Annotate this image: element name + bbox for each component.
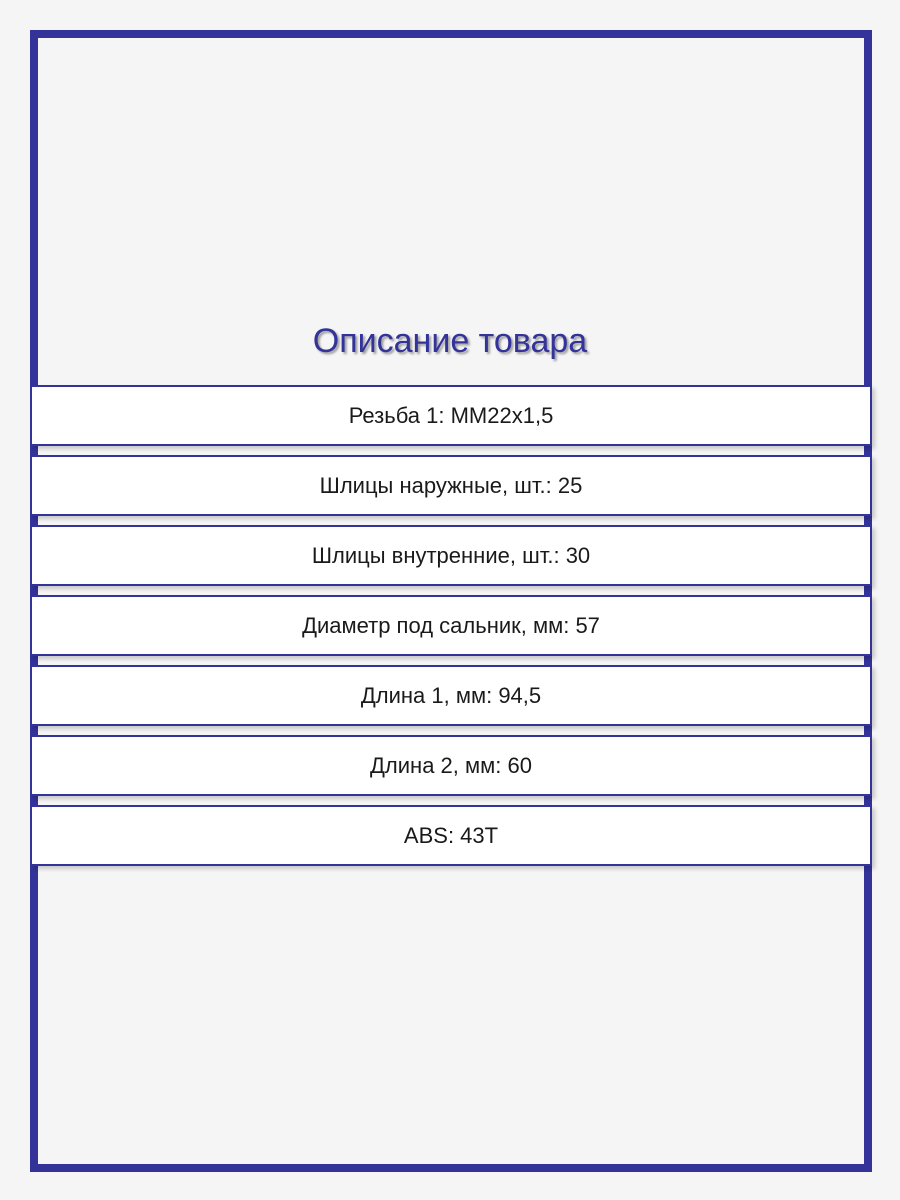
spec-row-length-2: [30, 735, 872, 796]
spec-row-label: Шлицы наружные, шт.: 25: [319, 472, 583, 498]
page-title: Описание товара: [312, 322, 588, 360]
spec-row-length-1: [30, 665, 872, 726]
spec-row-abs: [30, 805, 872, 866]
spec-list: [30, 385, 872, 875]
spec-row-label: Диаметр под сальник, мм: 57: [302, 612, 600, 638]
spec-row-label: Резьба 1: ММ22х1,5: [348, 402, 554, 428]
spec-row-inner-splines: [30, 525, 872, 586]
spec-row-label: Длина 2, мм: 60: [370, 752, 532, 778]
spec-row-outer-splines: [30, 455, 872, 516]
spec-row-label: Шлицы внутренние, шт.: 30: [311, 542, 591, 568]
spec-row-label: ABS: 43T: [403, 822, 499, 848]
spec-row-label: Длина 1, мм: 94,5: [360, 682, 542, 708]
spec-row-seal-diameter: [30, 595, 872, 656]
spec-row-thread: [30, 385, 872, 446]
